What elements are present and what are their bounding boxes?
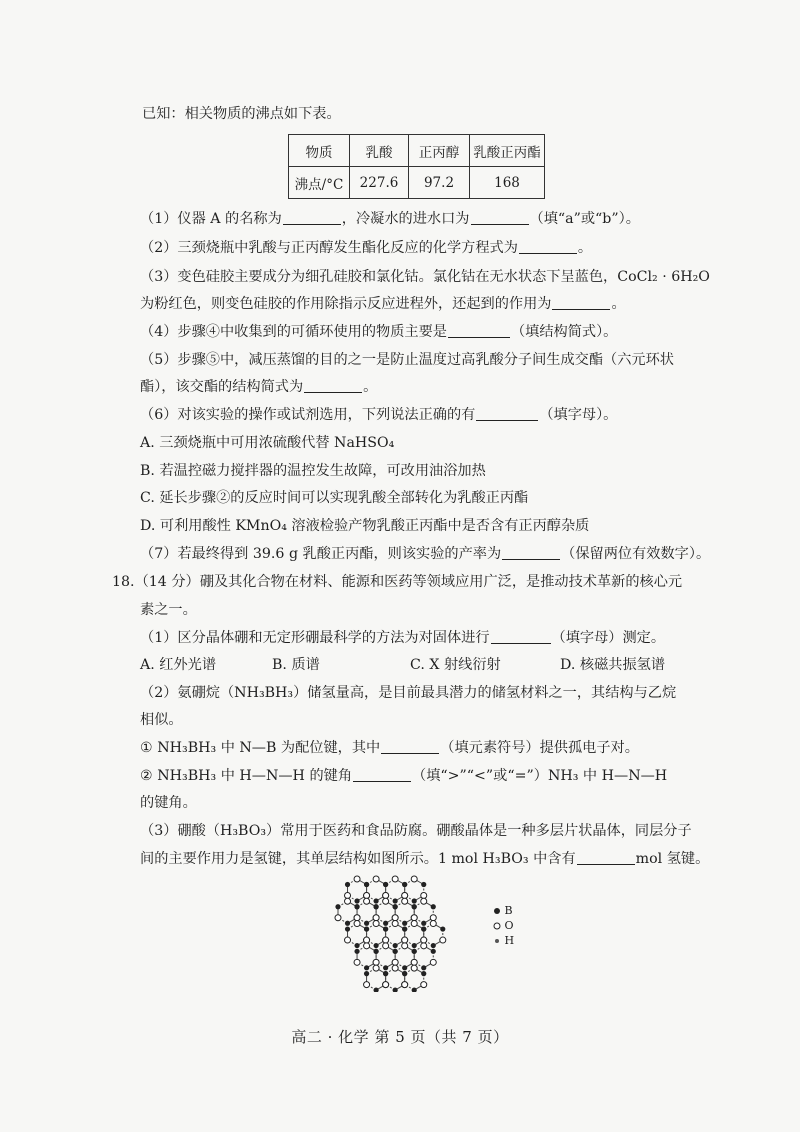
q17-part6 [140,405,617,425]
boron-atom [364,965,369,970]
table-header-cell: 乳酸 [350,135,409,167]
q17-part5-line1: （5）步骤⑤中，减压蒸馏的目的之一是防止温度过高乳酸分子间生成交酯（六元环状 [140,352,674,368]
boron-atom [421,965,426,970]
oxygen-atom [335,915,341,921]
q17-part4 [140,322,617,342]
boron-atom [421,971,426,976]
oxygen-atom [383,898,389,904]
boron-atom [393,943,398,948]
table-header-cell: 正丙醇 [409,135,470,167]
boron-atom [412,898,417,903]
oxygen-atom [373,915,379,921]
boron-atom [364,882,369,887]
legend-b [493,905,513,917]
legend-o-label: O [504,919,514,932]
q17-part5-line2 [140,377,377,397]
q17-part4-text: （4）步骤④中收集到的可循环使用的物质主要是 [140,324,447,340]
oxygen-atom [364,898,370,904]
oxygen-atom [421,937,427,943]
oxygen-atom [402,943,408,949]
oxygen-atom [345,937,351,943]
q17-part3-text: 为粉红色，则变色硅胶的作用除指示反应进程外，还起到的作用为 [140,296,552,312]
oxygen-atom [392,959,398,965]
boiling-point-table [288,134,545,199]
boron-atom [383,926,388,931]
boron-atom [364,971,369,976]
table-row [289,167,545,199]
oxygen-atom [430,921,436,927]
q18-option-d: D. 核磁共振氢谱 [560,657,666,673]
answer-blank[interactable] [304,378,362,393]
oxygen-atom [421,893,427,899]
legend-o [493,920,514,932]
q17-part5-end: 。 [363,379,378,395]
oxygen-atom [392,965,398,971]
boron-atom [421,926,426,931]
oxygen-atom [373,876,379,882]
boron-atom [345,921,350,926]
q17-option-b: B. 若温控磁力搅拌器的温控发生故障，可改用油浴加热 [140,463,486,479]
oxygen-atom [364,982,370,988]
q18-sub1 [140,738,639,758]
q17-part1-text-a: （1）仪器 A 的名称为 [140,211,282,227]
q18-part3-line1: （3）硼酸（H₃BO₃）常用于医药和食品防腐。硼酸晶体是一种多层片状晶体，同层分子 [140,823,692,839]
table-cell: 168 [470,167,545,199]
oxygen-atom [373,959,379,965]
q18-title-line2: 素之一。 [140,602,197,618]
page-footer: 高二 · 化学 第 5 页（共 7 页） [291,1028,509,1046]
oxygen-atom [430,959,436,965]
q18-part1-text: （1）区分晶体硼和无定形硼最科学的方法为对固体进行 [140,630,490,646]
oxygen-atom [383,937,389,943]
boron-atom [383,921,388,926]
q18-part1 [140,628,665,648]
q17-part1-text-b: ，冷凝水的进水口为 [341,211,470,227]
boron-atom [354,904,359,909]
q17-part6-end: （填字母）。 [539,407,618,423]
boron-atom [402,971,407,976]
q18-sub2-end: （填“>”“<”或“=”）NH₃ 中 H—N—H [412,768,668,784]
oxygen-atom [392,876,398,882]
q18-option-b: B. 质谱 [272,657,320,673]
boron-atom [412,988,417,993]
q17-part7-text: （7）若最终得到 39.6 g 乳酸正丙酯，则该实验的产率为 [140,546,502,562]
boron-atom [383,965,388,970]
oxygen-atom [411,965,417,971]
boron-atom [431,943,436,948]
oxygen-atom [402,898,408,904]
oxygen-atom [421,943,427,949]
intro-text: 已知：相关物质的沸点如下表。 [142,106,341,122]
q18-part3-end: mol 氢键。 [635,851,710,867]
q18-sub2-text: ② NH₃BH₃ 中 H—N—H 的键角 [140,768,353,784]
boron-atom [335,904,340,909]
boron-atom [374,904,379,909]
boron-atom [412,904,417,909]
q18-sub1-text: ① NH₃BH₃ 中 N—B 为配位键，其中 [140,740,381,756]
q17-part5-text: 酯），该交酯的结构简式为 [140,379,304,395]
oxygen-atom [354,915,360,921]
oxygen-atom [354,921,360,927]
q18-part1-options [140,655,700,675]
table-header-row [289,135,545,167]
boron-atom [402,926,407,931]
oxygen-atom-icon [493,922,501,930]
q17-part3-line1: （3）变色硅胶主要成分为细孔硅胶和氯化钴。氯化钴在无水状态下呈蓝色，CoCl₂ · 6H₂O [140,269,710,285]
boron-atom [383,971,388,976]
oxygen-atom [383,893,389,899]
oxygen-atom [392,915,398,921]
boron-atom [431,904,436,909]
q18-part3-line2 [140,849,709,869]
q18-title-line1: 18.（14 分）硼及其化合物在材料、能源和医药等领域应用广泛，是推动技术革新的核心元 [112,574,683,590]
q18-option-c: C. X 射线衍射 [410,657,501,673]
boron-atom [393,898,398,903]
oxygen-atom [402,893,408,899]
oxygen-atom [373,921,379,927]
q18-part3-text: 间的主要作用力是氢键，其单层结构如图所示。1 mol H₃BO₃ 中含有 [140,851,576,867]
answer-blank[interactable] [552,295,610,310]
oxygen-atom [364,943,370,949]
answer-blank[interactable] [476,406,538,421]
oxygen-atom [364,937,370,943]
table-header-cell: 乳酸正丙酯 [470,135,545,167]
boron-atom [374,949,379,954]
legend-h-label: H [504,934,515,947]
oxygen-atom [364,893,370,899]
q17-part1 [140,209,640,229]
boron-atom [402,965,407,970]
boron-atom [393,988,398,993]
q17-part7 [140,544,710,564]
q17-part7-end: （保留两位有效数字）。 [561,546,711,562]
boron-atom [345,882,350,887]
q18-part2-line1: （2）氨硼烷（NH₃BH₃）储氢量高，是目前最具潜力的储氢材料之一，其结构与乙烷 [140,685,677,701]
q17-part2-end: 。 [577,240,593,256]
q17-part4-end: （填结构简式）。 [510,324,618,340]
boron-atom [374,898,379,903]
boron-atom [402,882,407,887]
oxygen-atom [345,898,351,904]
oxygen-atom [402,937,408,943]
boron-atom [345,926,350,931]
boron-atom [412,949,417,954]
oxygen-atom [411,959,417,965]
q17-part2-text: （2）三颈烧瓶中乳酸与正丙醇发生酯化反应的化学方程式为 [140,240,518,256]
answer-blank[interactable] [577,850,635,865]
q17-option-c: C. 延长步骤②的反应时间可以实现乳酸全部转化为乳酸正丙酯 [140,490,529,506]
hydrogen-atom-icon [493,937,501,945]
answer-blank[interactable] [471,210,529,225]
oxygen-atom [354,876,360,882]
oxygen-atom [411,915,417,921]
table-cell: 97.2 [409,167,470,199]
boron-atom [412,943,417,948]
q18-sub1-end: （填元素符号）提供孤电子对。 [440,740,639,756]
oxygen-atom [345,893,351,899]
oxygen-atom [392,921,398,927]
boron-atom [402,921,407,926]
q17-part2 [140,238,592,258]
q17-part3-end: 。 [611,296,626,312]
oxygen-atom [373,965,379,971]
oxygen-atom [402,982,408,988]
boron-atom [393,949,398,954]
answer-blank[interactable] [381,739,439,754]
boron-atom [383,882,388,887]
answer-blank[interactable] [283,210,341,225]
q18-sub2 [140,766,667,786]
boric-acid-structure-figure [318,872,498,992]
q18-part2-line2: 相似。 [140,712,183,728]
q17-part3-line2 [140,294,626,314]
oxygen-atom [440,937,446,943]
oxygen-atom [383,982,389,988]
boron-atom [374,943,379,948]
boron-atom [364,921,369,926]
oxygen-atom [421,982,427,988]
oxygen-atom [430,915,436,921]
boron-atom [354,949,359,954]
boron-atom [421,921,426,926]
boron-atom [440,926,445,931]
q18-part1-end: （填字母）测定。 [551,630,666,646]
boron-atom [374,988,379,993]
table-row-label: 沸点/°C [289,167,350,199]
oxygen-atom [411,876,417,882]
answer-blank[interactable] [519,239,577,254]
boron-atom-icon [493,907,501,915]
answer-blank[interactable] [448,323,510,338]
answer-blank[interactable] [502,545,560,560]
oxygen-atom [421,898,427,904]
q17-part1-text-c: （填“a”或“b”）。 [529,211,640,227]
answer-blank[interactable] [353,767,411,782]
table-cell: 227.6 [350,167,409,199]
boron-atom [354,943,359,948]
table-header-cell: 物质 [289,135,350,167]
oxygen-atom [383,943,389,949]
boron-atom [364,926,369,931]
q18-sub2-line2: 的键角。 [140,795,197,811]
legend-h [493,935,514,947]
boron-atom [354,898,359,903]
oxygen-atom [411,921,417,927]
q17-option-a: A. 三颈烧瓶中可用浓硫酸代替 NaHSO₄ [140,435,395,451]
answer-blank[interactable] [491,629,551,644]
q17-option-d: D. 可利用酸性 KMnO₄ 溶液检验产物乳酸正丙酯中是否含有正丙醇杂质 [140,518,590,534]
oxygen-atom [354,959,360,965]
boron-atom [393,904,398,909]
boron-atom [431,949,436,954]
q17-part6-text: （6）对该实验的操作或试剂选用，下列说法正确的有 [140,407,476,423]
q18-option-a: A. 红外光谱 [140,657,217,673]
boron-atom [421,882,426,887]
legend-b-label: B [504,904,513,917]
